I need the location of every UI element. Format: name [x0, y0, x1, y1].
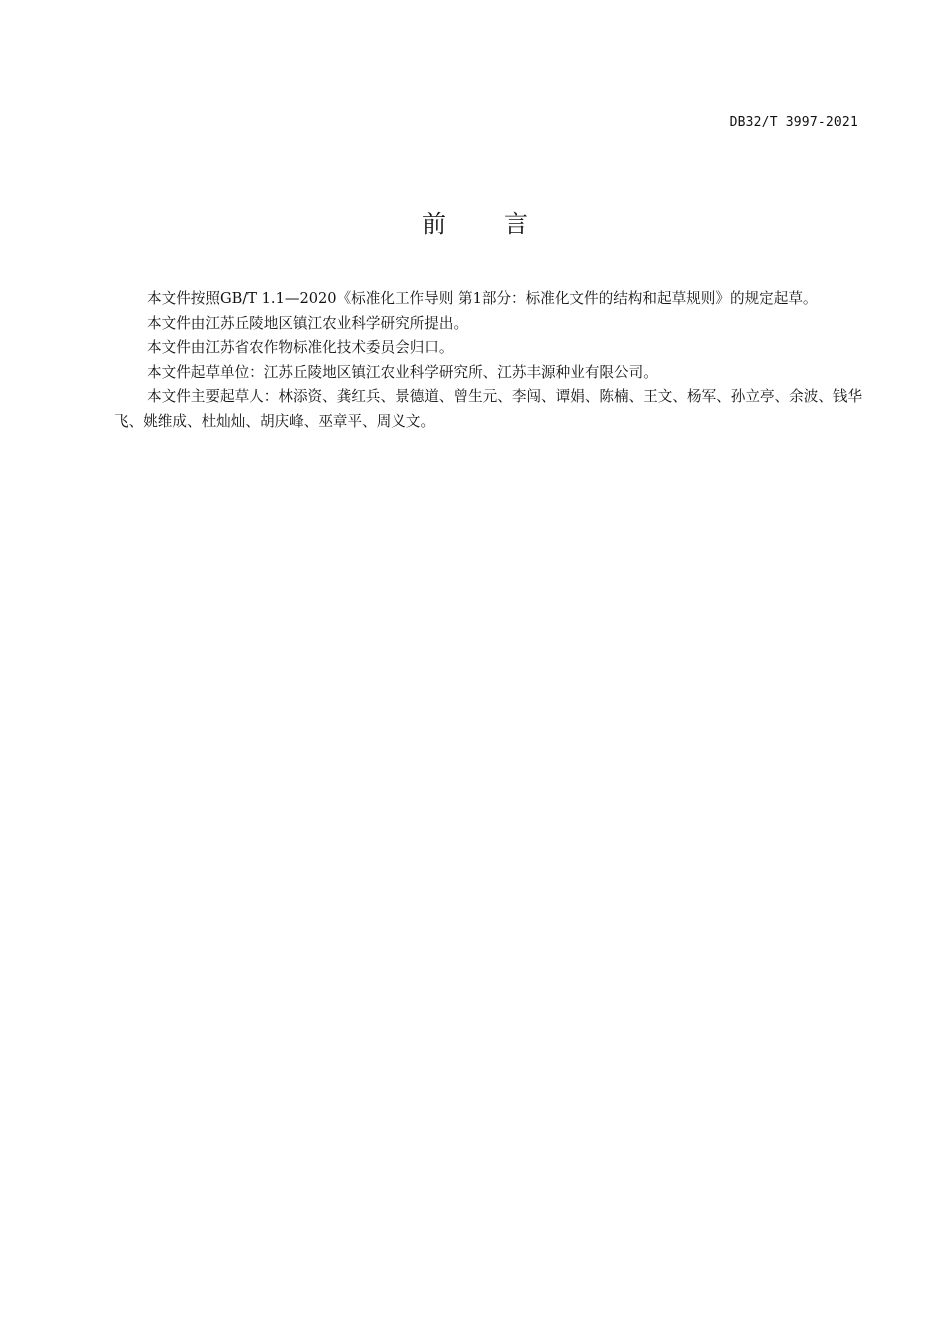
paragraph-proposer: 本文件由江苏丘陵地区镇江农业科学研究所提出。: [147, 314, 469, 332]
foreword-body: [114, 287, 874, 434]
paragraph-drafting-units: 本文件起草单位：江苏丘陵地区镇江农业科学研究所、江苏丰源种业有限公司。: [147, 363, 658, 381]
document-number: DB32/T 3997-2021: [729, 115, 858, 130]
paragraph-drafting-rules: 本文件按照GB/T 1.1—2020《标准化工作导则 第1部分：标准化文件的结构和起草规则》的规定起草。: [147, 290, 818, 307]
page-title: 前言: [422, 210, 586, 238]
paragraph-committee: 本文件由江苏省农作物标准化技术委员会归口。: [147, 339, 454, 356]
paragraph-drafters: 本文件主要起草人：林添资、龚红兵、景德道、曾生元、李闯、谭娟、陈楠、王文、杨军、孙立亭、余波、钱华飞、姚维成、杜灿灿、胡庆峰、巫章平、周义文。: [114, 388, 863, 430]
